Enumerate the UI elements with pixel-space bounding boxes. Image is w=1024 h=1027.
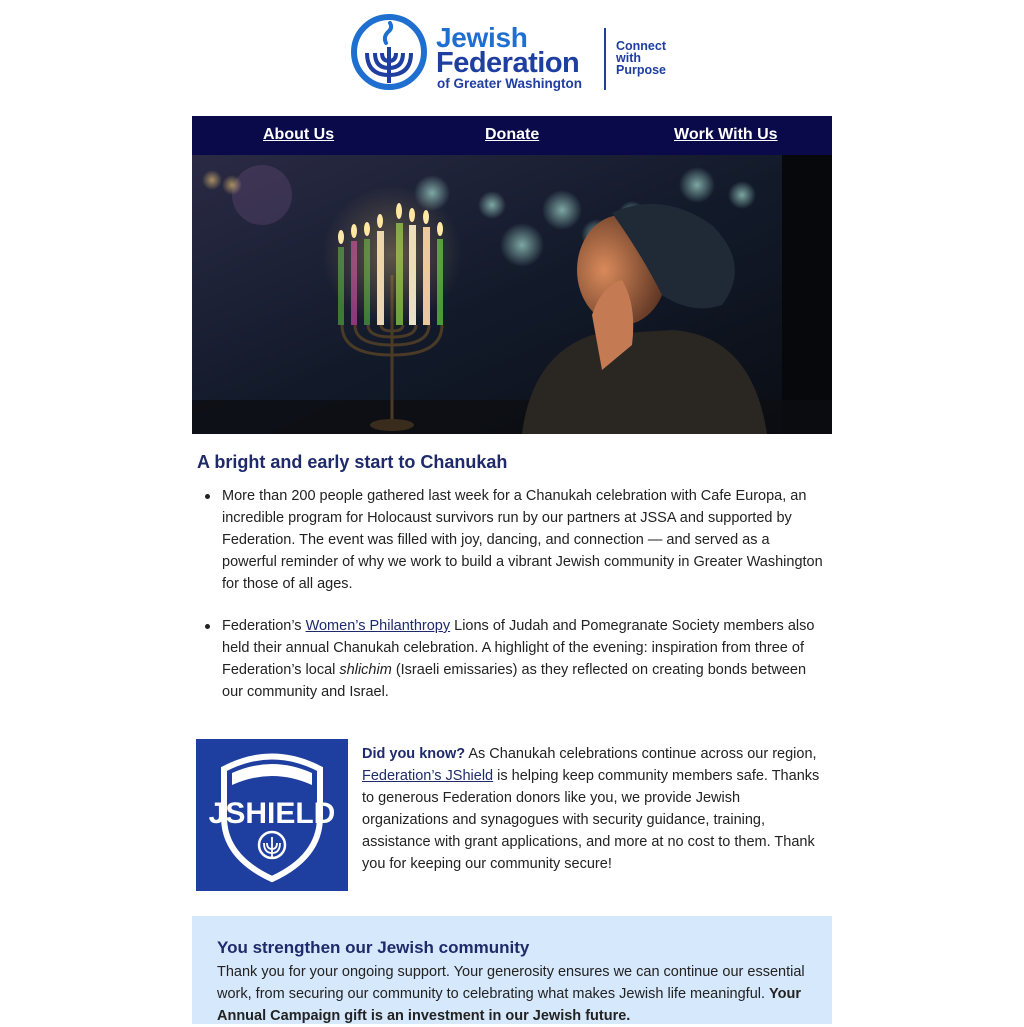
logo-divider bbox=[604, 28, 606, 90]
hero-image-chanukah-menorah bbox=[192, 155, 832, 434]
womens-philanthropy-link[interactable]: Women’s Philanthropy bbox=[305, 618, 451, 634]
nav-link-donate[interactable]: Donate bbox=[485, 126, 540, 143]
list-item bbox=[222, 615, 827, 703]
tagline bbox=[616, 40, 666, 76]
list-item bbox=[222, 485, 827, 595]
bullet-text-middle: Lions of Judah and Pomegranate Society members also held their annual Chanukah celebration. A highlight of the evening: inspiration from three of Federation’s local bbox=[222, 618, 815, 678]
support-text: Thank you for your ongoing support. Your generosity ensures we can continue our essential work, from securing our community to celebrating what makes Jewish life meaningful. bbox=[217, 964, 805, 1002]
did-you-know-paragraph bbox=[362, 743, 827, 875]
tagline-line: Connect bbox=[616, 39, 666, 53]
bullet-text-suffix: (Israeli emissaries) as they reflected on creating bonds between our community and Israel. bbox=[222, 662, 807, 700]
did-you-know-label: Did you know? bbox=[362, 746, 466, 762]
did-you-know-text-1: As Chanukah celebrations continue across our region, bbox=[465, 746, 817, 762]
support-callout bbox=[192, 916, 832, 1024]
support-paragraph bbox=[217, 961, 817, 1027]
email-header bbox=[0, 0, 1024, 116]
menorah-logo-icon bbox=[350, 13, 428, 91]
article-bullet-list bbox=[222, 485, 827, 723]
nav-link-work-with-us[interactable]: Work With Us bbox=[674, 126, 778, 143]
logo-wordmark-federation: Federation bbox=[436, 47, 580, 79]
tagline-line: with bbox=[616, 51, 641, 65]
article-heading: A bright and early start to Chanukah bbox=[197, 452, 508, 472]
support-bold-text: Your Annual Campaign gift is an investment in our Jewish future. bbox=[217, 986, 801, 1024]
bullet-text: More than 200 people gathered last week for a Chanukah celebration with Cafe Europa, an incredible program for Holocaust survivors run by our partners at JSSA and supported by Federation. The event was filled with joy, dancing, and connection — and served as a powerful reminder of why we work to build a vibrant Jewish community in Greater Washington for those of all ages. bbox=[222, 488, 823, 592]
logo-subtitle: of Greater Washington bbox=[437, 76, 583, 91]
jshield-shield-icon bbox=[196, 739, 348, 891]
support-heading: You strengthen our Jewish community bbox=[217, 938, 530, 957]
bullet-text-prefix: Federation’s bbox=[222, 618, 306, 634]
logo-wordmark-jewish: Jewish bbox=[436, 22, 528, 53]
jshield-link[interactable]: Federation’s JShield bbox=[362, 768, 494, 784]
nav-link-about-us[interactable]: About Us bbox=[263, 126, 335, 143]
nav-bar bbox=[192, 116, 832, 155]
shlichim-term: shlichim bbox=[339, 662, 392, 678]
jshield-logo-text: JSHIELD bbox=[208, 797, 336, 830]
did-you-know-text-2: is helping keep community members safe. Thanks to generous Federation donors like you, we provide Jewish organizations and synagogues with security guidance, training, assistance with grant applications, and more at no cost to them. Thank you for keeping our community secure! bbox=[362, 768, 820, 872]
tagline-line: Purpose bbox=[616, 63, 667, 77]
jshield-logo bbox=[196, 739, 348, 891]
